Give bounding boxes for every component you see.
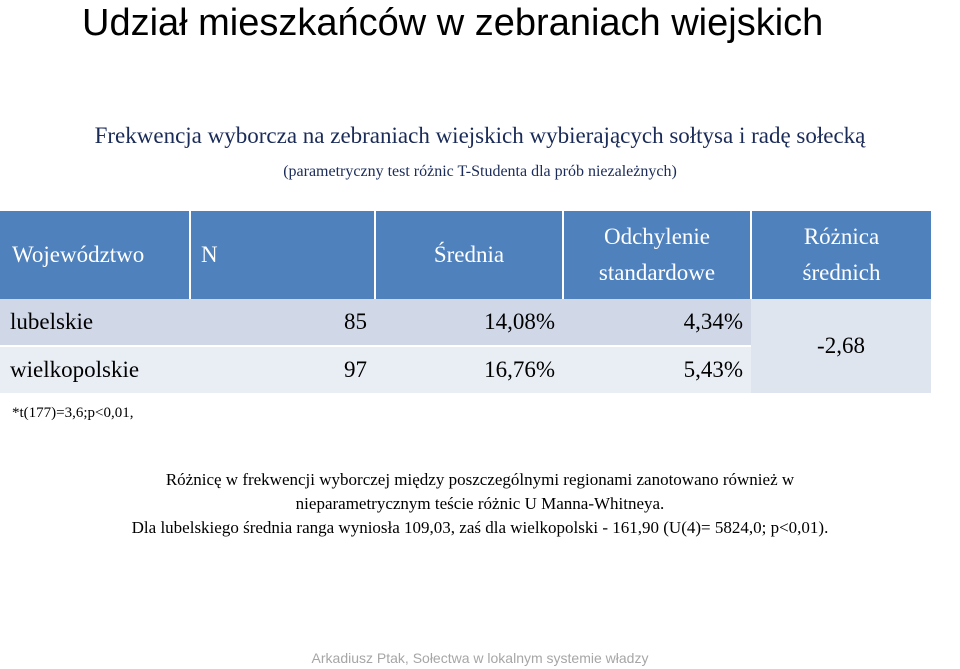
cell-n: 97 (190, 346, 375, 394)
header-std-dev (563, 211, 751, 299)
summary-line-2: nieparametrycznym teście różnic U Manna-Whitneya. (295, 494, 665, 513)
header-mean-difference (751, 211, 931, 299)
table-header-row (0, 211, 931, 299)
header-std-dev-line2: standardowe (598, 260, 716, 285)
cell-mean-difference: -2,68 (751, 299, 931, 394)
test-method-note: (parametryczny test różnic T-Studenta dla prób niezależnych) (283, 163, 677, 180)
cell-region: lubelskie (0, 299, 190, 346)
header-std-dev-line1: Odchylenie (603, 224, 710, 249)
summary-line-1: Różnicę w frekwencji wyborczej między poszczególnymi regionami zanotowano również w (165, 470, 795, 489)
cell-n: 85 (190, 299, 375, 346)
header-region: Województwo (0, 211, 190, 299)
cell-std-dev: 5,43% (563, 346, 751, 394)
mann-whitney-summary (0, 468, 960, 540)
t-test-footnote: *t(177)=3,6;p<0,01, (12, 405, 134, 421)
header-mean-difference-line1: Różnica (803, 224, 880, 249)
cell-region: wielkopolskie (0, 346, 190, 394)
slide-subtitle: Frekwencja wyborcza na zebraniach wiejskich wybierających sołtysa i radę sołecką (94, 123, 866, 148)
header-mean-difference-line2: średnich (802, 260, 881, 285)
cell-mean: 16,76% (375, 346, 563, 394)
cell-std-dev: 4,34% (563, 299, 751, 346)
slide-title: Udział mieszkańców w zebraniach wiejskich (82, 2, 824, 44)
statistics-table (0, 211, 931, 395)
table-row (0, 299, 931, 346)
slide-footer: Arkadiusz Ptak, Sołectwa w lokalnym systemie władzy (311, 650, 649, 666)
summary-line-3: Dla lubelskiego średnia ranga wyniosła 109,03, zaś dla wielkopolski - 161,90 (U(4)= 5824,0; p<0,01). (131, 518, 829, 537)
header-n: N (190, 211, 375, 299)
header-mean: Średnia (375, 211, 563, 299)
cell-mean: 14,08% (375, 299, 563, 346)
